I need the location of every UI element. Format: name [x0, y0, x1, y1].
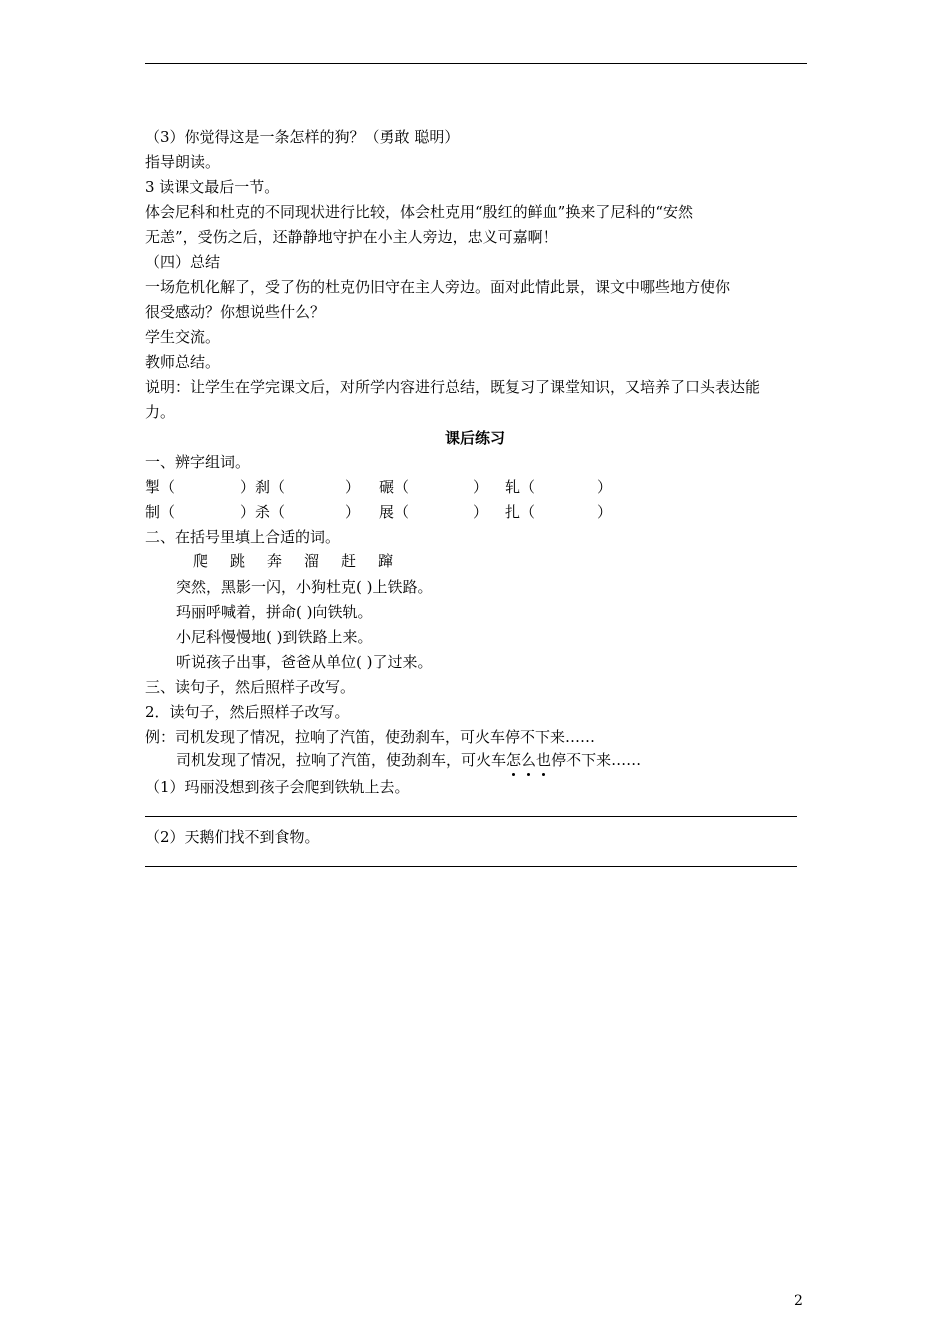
word-choice-1: 爬	[193, 552, 209, 570]
example-label: 例：	[145, 728, 176, 746]
word-choice-6: 蹿	[378, 552, 394, 570]
paragraph-5: 无恙”，受伤之后，还静静地守护在小主人旁边，忠义可嘉啊！	[145, 228, 558, 246]
emphasis-char-1: 怎	[506, 751, 522, 769]
exercise-section-3: 三、读句子，然后照样子改写。	[145, 678, 356, 696]
example-sentence-original: 司机发现了情况，拉响了汽笛，使劲刹车，可火车停不下来……	[175, 728, 596, 746]
paragraph-2: 指导朗读。	[145, 153, 221, 171]
paragraph-7: 很受感动？你想说些什么？	[145, 303, 326, 321]
row2-cell-1: 制（	[145, 503, 176, 521]
question-2: （2）天鹅们找不到食物。	[145, 828, 320, 846]
word-choice-5: 赶	[341, 552, 357, 570]
answer-line-2[interactable]	[145, 866, 797, 867]
fill-sentence-3: 小尼科慢慢地( )到铁路上来。	[176, 628, 373, 646]
paragraph-1: （3）你觉得这是一条怎样的狗？（勇敢 聪明）	[145, 128, 460, 146]
paragraph-4: 体会尼科和杜克的不同现状进行比较，体会杜克用“殷红的鲜血”换来了尼科的“安然	[145, 203, 694, 221]
row2-cell-3: ）	[345, 503, 361, 521]
row1-cell-7: ）	[597, 478, 613, 496]
row1-cell-2: ）刹（	[240, 478, 286, 496]
paragraph-6: 一场危机化解了，受了伤的杜克仍旧守在主人旁边。面对此情此景，课文中哪些地方使你	[145, 278, 731, 296]
example-rewrite-start: 司机发现了情况，拉响了汽笛，使劲刹车，可火车	[176, 751, 507, 769]
paragraph-10: 说明：让学生在学完课文后，对所学内容进行总结，既复习了课堂知识，又培养了口头表达能	[145, 378, 761, 396]
fill-sentence-4: 听说孩子出事，爸爸从单位( )了过来。	[176, 653, 433, 671]
row2-cell-4: 展（	[379, 503, 410, 521]
page-number: 2	[794, 1293, 803, 1309]
word-choice-4: 溜	[304, 552, 320, 570]
section-summary-heading: （四）总结	[145, 253, 221, 271]
fill-sentence-2: 玛丽呼喊着，拼命( )向铁轨。	[176, 603, 373, 621]
row1-cell-3: ）	[345, 478, 361, 496]
emphasis-char-2: 么	[521, 751, 537, 769]
paragraph-11: 力。	[145, 403, 176, 421]
paragraph-9: 教师总结。	[145, 353, 221, 371]
row1-cell-4: 碾（	[379, 478, 410, 496]
row1-cell-5: ）	[473, 478, 489, 496]
row1-cell-6: 轧（	[505, 478, 536, 496]
row1-cell-1: 掣（	[145, 478, 176, 496]
fill-sentence-1: 突然，黑影一闪，小狗杜克( )上铁路。	[176, 578, 433, 596]
header-rule	[145, 63, 807, 64]
exercise-section-2: 二、在括号里填上合适的词。	[145, 528, 341, 546]
paragraph-8: 学生交流。	[145, 328, 221, 346]
example-rewrite-end: 停不下来……	[551, 751, 642, 769]
row2-cell-5: ）	[473, 503, 489, 521]
exercise-subsection-2: 2．读句子，然后照样子改写。	[145, 703, 350, 721]
row2-cell-2: ）杀（	[240, 503, 286, 521]
example-line-2	[176, 750, 641, 770]
question-1: （1）玛丽没想到孩子会爬到铁轨上去。	[145, 778, 410, 796]
emphasis-char-3: 也	[536, 751, 552, 769]
word-choice-3: 奔	[267, 552, 283, 570]
row2-cell-7: ）	[597, 503, 613, 521]
row2-cell-6: 扎（	[505, 503, 536, 521]
answer-line-1[interactable]	[145, 816, 797, 817]
exercise-section-1: 一、辨字组词。	[145, 453, 251, 471]
example-line-1	[145, 727, 595, 747]
exercise-title: 课后练习	[444, 429, 505, 447]
word-choice-2: 跳	[230, 552, 246, 570]
paragraph-3: 3 读课文最后一节。	[145, 178, 280, 196]
